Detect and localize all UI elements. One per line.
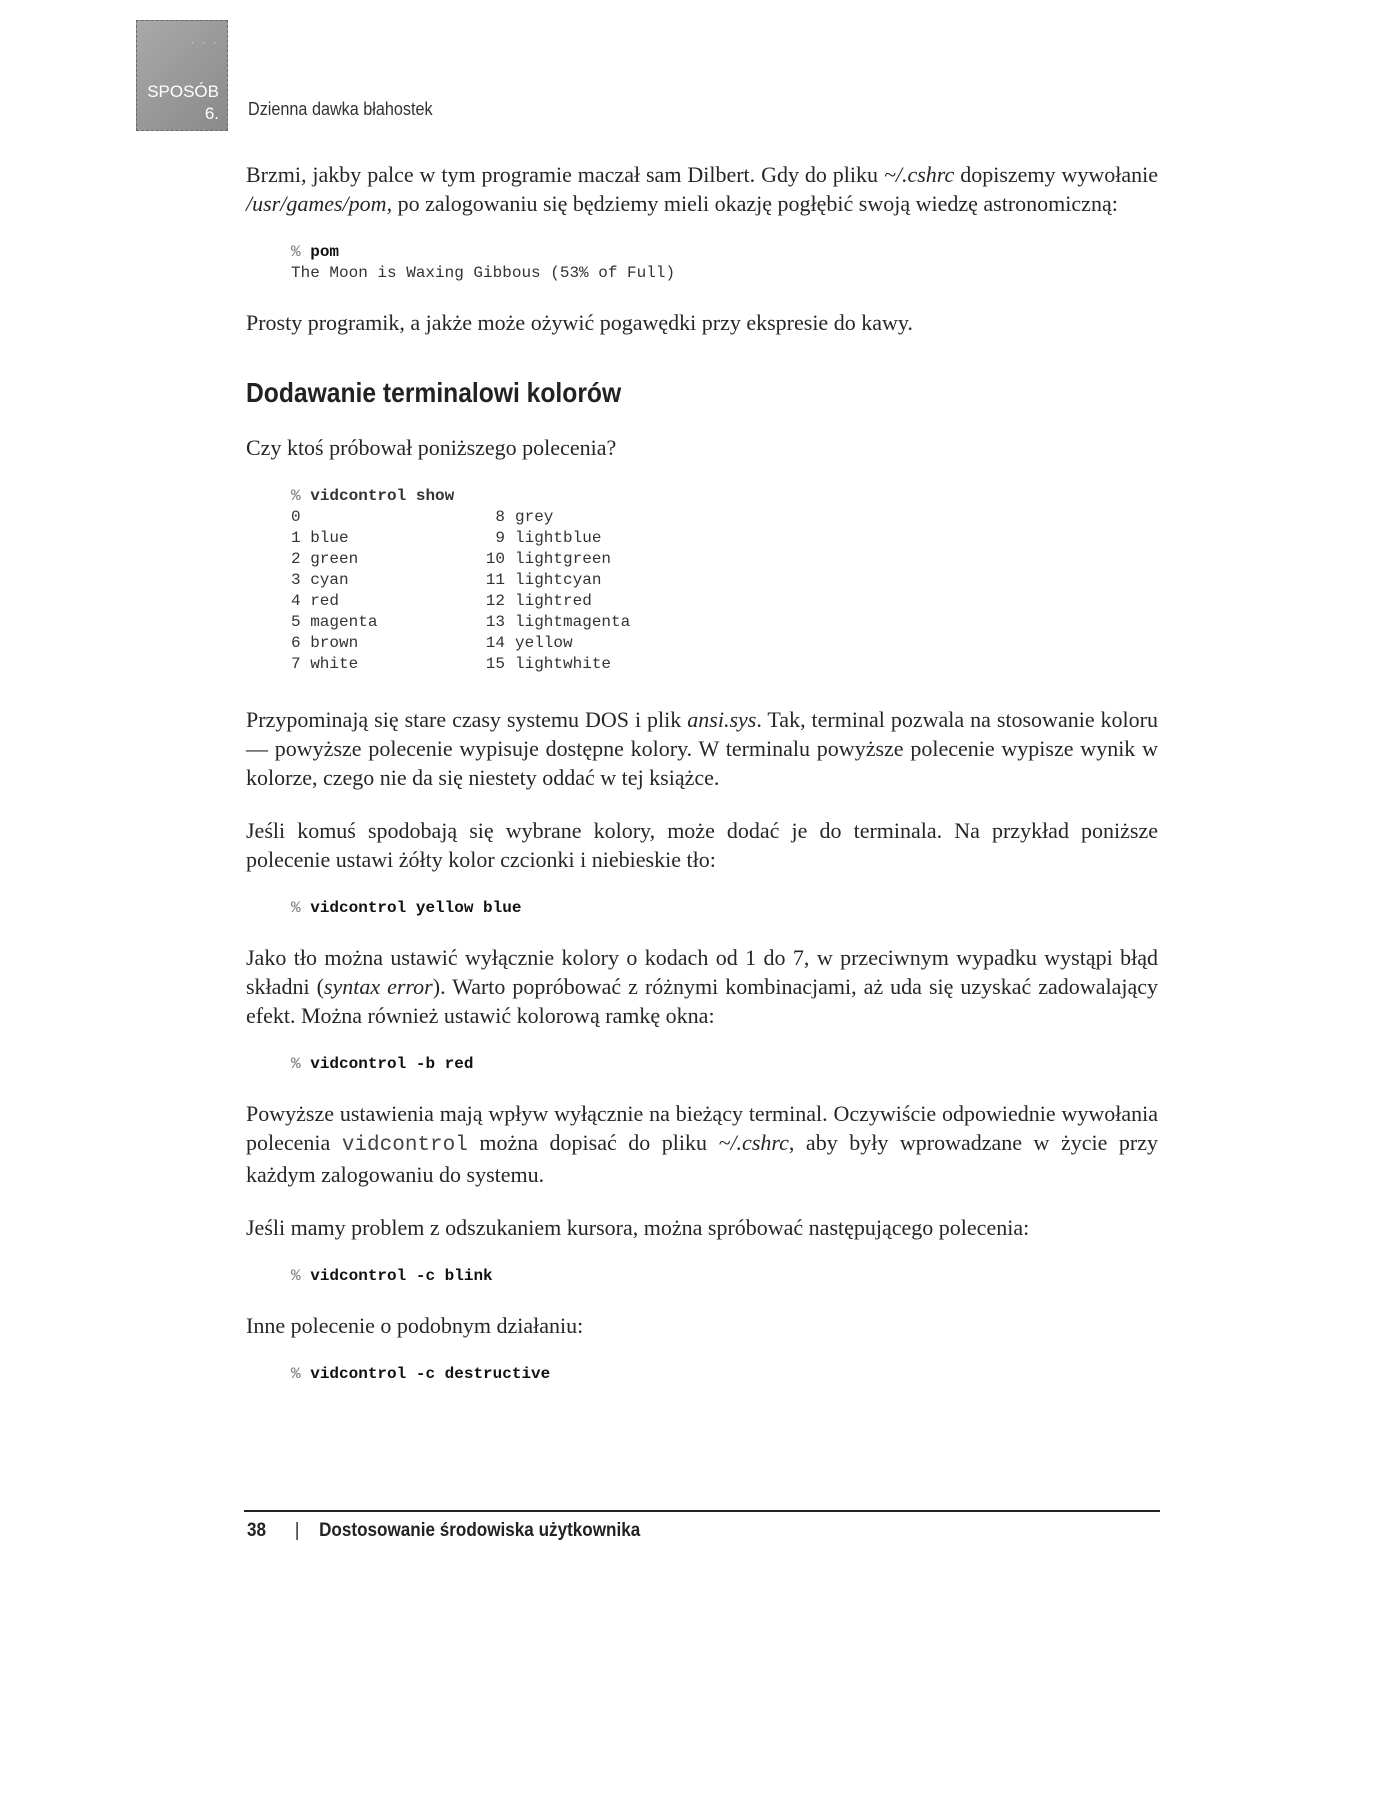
color-row xyxy=(291,633,1158,654)
color-row xyxy=(291,507,1158,528)
code-block-vidcontrol-show xyxy=(291,486,1158,675)
tab-label xyxy=(147,81,219,125)
text: ). Warto popróbować z różnymi kombinacjami, aż uda się uzyskać zadowalający efekt. Można również ustawić kolorową ramkę okna: xyxy=(246,974,1158,1028)
page-footer xyxy=(247,1520,640,1542)
paragraph xyxy=(246,943,1158,1030)
color-right-name: grey xyxy=(515,508,554,526)
running-header: Dzienna dawka błahostek xyxy=(248,99,433,119)
prompt: % xyxy=(291,243,301,261)
color-row xyxy=(291,570,1158,591)
tab-label-text: SPOSÓB xyxy=(147,82,219,101)
file-name: ansi.sys xyxy=(687,707,757,732)
color-right-code: 8 xyxy=(495,508,505,526)
intro-paragraph xyxy=(246,160,1158,218)
color-right-code: 15 xyxy=(485,655,505,673)
color-right-name: lightgreen xyxy=(515,550,612,568)
color-row xyxy=(291,612,1158,633)
chapter-tab xyxy=(136,20,228,131)
chapter-title: Dostosowanie środowiska użytkownika xyxy=(319,1520,641,1541)
color-left: 5 magenta xyxy=(291,613,378,631)
tab-dots: · · · xyxy=(190,35,219,49)
text: Jako tło można ustawić wyłącznie kolory o kodach od 1 do 7, w przeciwnym wypadku wystąpi błąd składni ( xyxy=(246,945,1158,999)
paragraph xyxy=(246,1099,1158,1189)
color-right-name: lightcyan xyxy=(515,571,602,589)
page-content xyxy=(246,160,1158,1409)
command: vidcontrol show xyxy=(310,487,455,505)
color-left: 0 xyxy=(291,508,301,526)
command: vidcontrol -b red xyxy=(310,1055,474,1073)
paragraph: Prosty programik, a jakże może ożywić pogawędki przy ekspresie do kawy. xyxy=(246,310,913,335)
command-output: The Moon is Waxing Gibbous (53% of Full) xyxy=(291,264,676,282)
color-row xyxy=(291,591,1158,612)
inline-command: vidcontrol xyxy=(341,1134,468,1157)
command-line xyxy=(291,486,1158,507)
text: . Tak, terminal pozwala na stosowanie koloru — powyższe polecenie wypisuje dostępne kolory. W terminalu powyższe polecenie wypisze wynik w kolorze, czego nie da się niestety oddać w tej książce. xyxy=(246,707,1158,790)
color-left: 1 blue xyxy=(291,529,349,547)
text: , aby były wprowadzane w życie przy każdym zalogowaniu do systemu. xyxy=(246,1130,1158,1187)
command: pom xyxy=(310,243,340,261)
color-right-code: 11 xyxy=(485,571,505,589)
color-row xyxy=(291,654,1158,675)
footer-rule xyxy=(244,1510,1160,1512)
color-left: 7 white xyxy=(291,655,359,673)
code-block-destructive xyxy=(291,1364,1158,1385)
color-left: 6 brown xyxy=(291,634,359,652)
color-right-name: lightred xyxy=(515,592,592,610)
color-right-code: 13 xyxy=(485,613,505,631)
command: vidcontrol -c blink xyxy=(310,1267,493,1285)
color-right-code: 9 xyxy=(495,529,505,547)
color-left: 2 green xyxy=(291,550,359,568)
text: Brzmi, jakby palce w tym programie maczał sam Dilbert. Gdy do pliku xyxy=(246,162,884,187)
color-right-name: yellow xyxy=(515,634,573,652)
file-path: /usr/games/pom xyxy=(246,191,387,216)
prompt: % xyxy=(291,1055,301,1073)
code-block-blink xyxy=(291,1266,1158,1287)
prompt: % xyxy=(291,487,301,505)
color-left: 4 red xyxy=(291,592,340,610)
section-heading: Dodawanie terminalowi kolorów xyxy=(246,377,622,408)
page-number: 38 xyxy=(247,1520,267,1541)
text: , po zalogowaniu się będziemy mieli okazję pogłębić swoją wiedzę astronomiczną: xyxy=(386,191,1118,216)
color-right-code: 14 xyxy=(485,634,505,652)
color-left: 3 cyan xyxy=(291,571,349,589)
color-right-code: 12 xyxy=(485,592,505,610)
prompt: % xyxy=(291,1365,301,1383)
code-block-border xyxy=(291,1054,1158,1075)
color-right-name: lightmagenta xyxy=(515,613,631,631)
text: dopiszemy wywołanie xyxy=(954,162,1158,187)
file-path: ~/.cshrc xyxy=(718,1130,789,1155)
color-right-code: 10 xyxy=(485,550,505,568)
footer-separator: | xyxy=(294,1520,300,1541)
text: można dopisać do pliku xyxy=(467,1130,719,1155)
color-right-name: lightblue xyxy=(515,529,602,547)
paragraph: Jeśli mamy problem z odszukaniem kursora, można spróbować następującego polecenia: xyxy=(246,1215,1030,1240)
paragraph: Jeśli komuś spodobają się wybrane kolory, może dodać je do terminala. Na przykład poniższe polecenie ustawi żółty kolor czcionki i niebieskie tło: xyxy=(246,818,1158,872)
text: Przypominają się stare czasy systemu DOS i plik xyxy=(246,707,688,732)
paragraph: Inne polecenie o podobnym działaniu: xyxy=(246,1313,584,1338)
prompt: % xyxy=(291,899,301,917)
color-list xyxy=(291,507,1158,675)
command: vidcontrol -c destructive xyxy=(310,1365,551,1383)
color-row xyxy=(291,549,1158,570)
color-right-name: lightwhite xyxy=(515,655,612,673)
tab-number: 6. xyxy=(204,104,219,124)
code-block-pom xyxy=(291,242,1158,284)
term: syntax error xyxy=(323,974,433,999)
paragraph: Czy ktoś próbował poniższego polecenia? xyxy=(246,435,617,460)
prompt: % xyxy=(291,1267,301,1285)
paragraph xyxy=(246,705,1158,792)
color-row xyxy=(291,528,1158,549)
command: vidcontrol yellow blue xyxy=(310,899,522,917)
file-path: ~/.cshrc xyxy=(883,162,955,187)
text: Powyższe ustawienia mają wpływ wyłącznie na bieżący terminal. Oczywiście odpowiednie wywołania polecenia xyxy=(246,1101,1158,1155)
code-block-yellow xyxy=(291,898,1158,919)
